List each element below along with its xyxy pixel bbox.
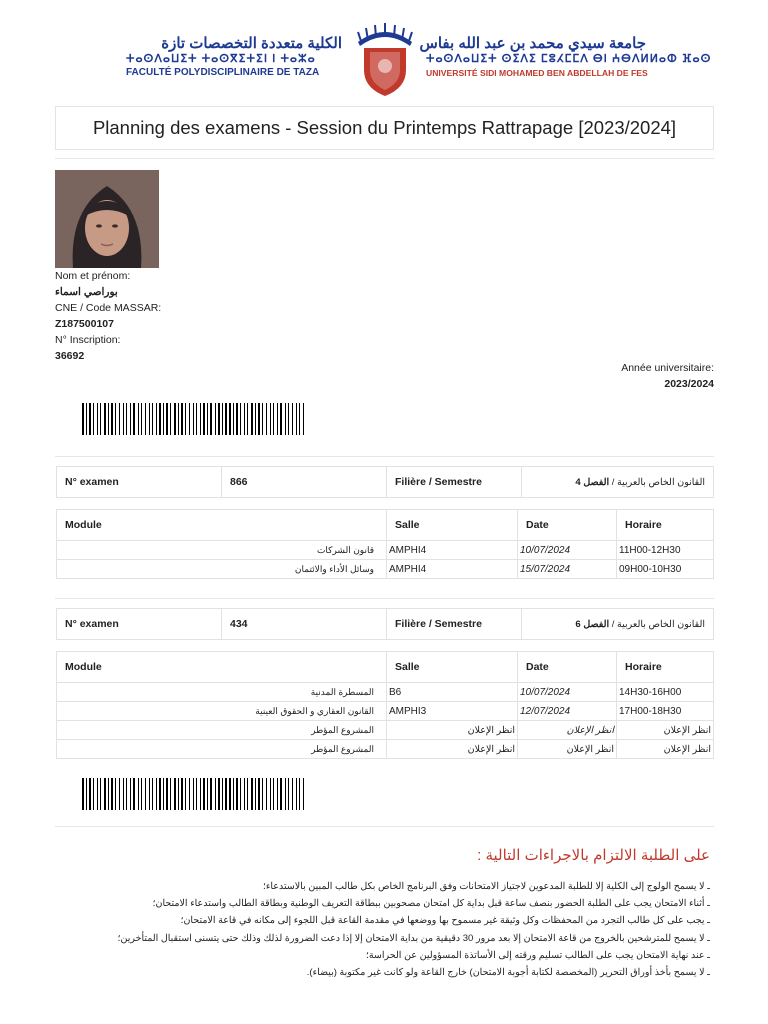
faculty-name-french: FACULTÉ POLYDISCIPLINAIRE DE TAZA [126, 67, 320, 78]
semester-name: الفصل 6 [575, 618, 610, 630]
module-cell: المسطرة المدنية [57, 683, 387, 702]
rule-item: ـ لا يسمح الولوج إلى الكلية إلا للطلبة المدعوين لاجتياز الامتحانات وفق البرنامج الخاص بكل طالب المبين بالاستدعاء؛ [262, 881, 710, 892]
divider [55, 158, 714, 159]
horaire-cell: انظر الإعلان [617, 740, 714, 759]
filiere-label: Filière / Semestre [387, 467, 522, 498]
barcode [82, 403, 304, 435]
student-inscription: 36692 [55, 350, 85, 362]
academic-year-label: Année universitaire: [621, 362, 714, 374]
col-horaire: Horaire [617, 510, 714, 541]
date-cell: انظر الإعلان [518, 721, 617, 740]
salle-cell: انظر الإعلان [387, 740, 518, 759]
col-module: Module [57, 510, 387, 541]
university-name-french: UNIVERSITÉ SIDI MOHAMED BEN ABDELLAH DE FES [426, 68, 648, 78]
modules-table [56, 509, 714, 579]
filiere-value: القانون الخاص بالعربية / الفصل 6 [522, 609, 714, 640]
table-row [57, 740, 714, 759]
date-cell: 10/07/2024 [518, 683, 617, 702]
faculty-name-arabic: الكلية متعددة التخصصات تازة [161, 35, 342, 52]
module-cell: وسائل الأداء والائتمان [57, 560, 387, 579]
salle-cell: AMPHI4 [387, 541, 518, 560]
exam-number-label: N° examen [57, 609, 222, 640]
table-row [57, 541, 714, 560]
date-cell: انظر الإعلان [518, 740, 617, 759]
rules-list [50, 878, 710, 981]
faculty-name-block [126, 36, 342, 80]
table-row [57, 683, 714, 702]
date-cell: 12/07/2024 [518, 702, 617, 721]
semester-name: الفصل 4 [575, 476, 610, 488]
table-header-row [57, 652, 714, 683]
faculty-name-tifinagh: ⵜⴰⵙⴷⴰⵡⵉⵜ ⵜⴰⵙⴳⵉⵜⵉⵏ ⵏ ⵜⴰⵣⴰ [126, 53, 316, 65]
date-cell: 10/07/2024 [518, 541, 617, 560]
name-label: Nom et prénom: [55, 270, 131, 282]
horaire-cell: 14H30-16H00 [617, 683, 714, 702]
rule-item: ـ يجب على كل طالب التجرد من المحفظات وكل وثيقة غير مسموح بها ووضعها في مقدمة القاعة قبل اللجوء إلى مكانه في قاعة الامتحان؛ [180, 915, 710, 927]
university-logo [350, 20, 420, 98]
student-info [55, 268, 161, 364]
module-cell: المشروع المؤطر [57, 740, 387, 759]
exam-info-table [56, 466, 714, 498]
col-module: Module [57, 652, 387, 683]
university-name-tifinagh: ⵜⴰⵙⴷⴰⵡⵉⵜ ⵙⵉⴷⵉ ⵎⵓⵃⵎⵎⴷ ⴱⵏ ⵄⴱⴷⵍⵍⴰⵀ ⴼⴰⵙ [426, 53, 712, 65]
salle-cell: AMPHI4 [387, 560, 518, 579]
page-header [0, 0, 768, 100]
page-title [55, 106, 714, 150]
page-title-text: Planning des examens - Session du Printemps Rattrapage [2023/2024] [92, 117, 677, 138]
student-photo [55, 170, 159, 268]
barcode [82, 778, 304, 810]
col-salle: Salle [387, 652, 518, 683]
academic-year [621, 360, 714, 392]
university-name-arabic: جامعة سيدي محمد بن عبد الله بفاس [419, 35, 646, 52]
col-date: Date [518, 510, 617, 541]
exam-number-label: N° examen [57, 467, 222, 498]
exam-number-value: 434 [222, 609, 387, 640]
filiere-label: Filière / Semestre [387, 609, 522, 640]
rules-title: على الطلبة الالتزام بالاجراءات التالية : [477, 847, 710, 864]
horaire-cell: 17H00-18H30 [617, 702, 714, 721]
student-cne: Z187500107 [55, 318, 114, 330]
module-cell: قانون الشركات [57, 541, 387, 560]
university-name-block [419, 35, 712, 80]
rule-item: ـ أثناء الامتحان يجب على الطلبة الحضور بنصف ساعة قبل بداية كل امتحان مصحوبين ببطاقة التعريف الوطنية وبطاقة الطالب واستدعاء الامتحان؛ [152, 898, 710, 910]
horaire-cell: 11H00-12H30 [617, 541, 714, 560]
inscription-label: N° Inscription: [55, 334, 121, 346]
filiere-value: القانون الخاص بالعربية / الفصل 4 [522, 467, 714, 498]
divider [55, 826, 714, 827]
salle-cell: AMPHI3 [387, 702, 518, 721]
filiere-name: القانون الخاص بالعربية [617, 476, 705, 488]
student-name: بوراصي اسماء [55, 286, 118, 298]
divider [55, 598, 714, 599]
col-date: Date [518, 652, 617, 683]
exam-number-value: 866 [222, 467, 387, 498]
horaire-cell: 09H00-10H30 [617, 560, 714, 579]
module-cell: القانون العقاري و الحقوق العينية [57, 702, 387, 721]
salle-cell: B6 [387, 683, 518, 702]
divider [55, 456, 714, 457]
table-row [57, 702, 714, 721]
table-row [57, 721, 714, 740]
table-header-row [57, 510, 714, 541]
filiere-name: القانون الخاص بالعربية [617, 618, 705, 630]
date-cell: 15/07/2024 [518, 560, 617, 579]
modules-table [56, 651, 714, 759]
module-cell: المشروع المؤطر [57, 721, 387, 740]
col-salle: Salle [387, 510, 518, 541]
rule-item: ـ لا يسمح بأخذ أوراق التحرير (المخصصة لكتابة أجوبة الامتحان) خارج القاعة ولو كانت غير مكتوبة (بيضاء). [306, 967, 710, 979]
horaire-cell: انظر الإعلان [617, 721, 714, 740]
rule-item: ـ عند نهاية الامتحان يجب على الطالب تسليم ورقته إلى الأساتذة المسؤولين عن الحراسة؛ [365, 949, 710, 961]
exam-info-table [56, 608, 714, 640]
col-horaire: Horaire [617, 652, 714, 683]
table-row [57, 560, 714, 579]
academic-year-value: 2023/2024 [664, 378, 714, 390]
rule-item: ـ لا يسمح للمترشحين بالخروج من قاعة الامتحان إلا بعد مرور 30 دقيقية من بداية الامتحان إلا إذا دعت الضرورة لذلك وذلك حتى يتسنى استقبال المتأخرين؛ [117, 932, 710, 944]
salle-cell: انظر الإعلان [387, 721, 518, 740]
cne-label: CNE / Code MASSAR: [55, 302, 162, 314]
